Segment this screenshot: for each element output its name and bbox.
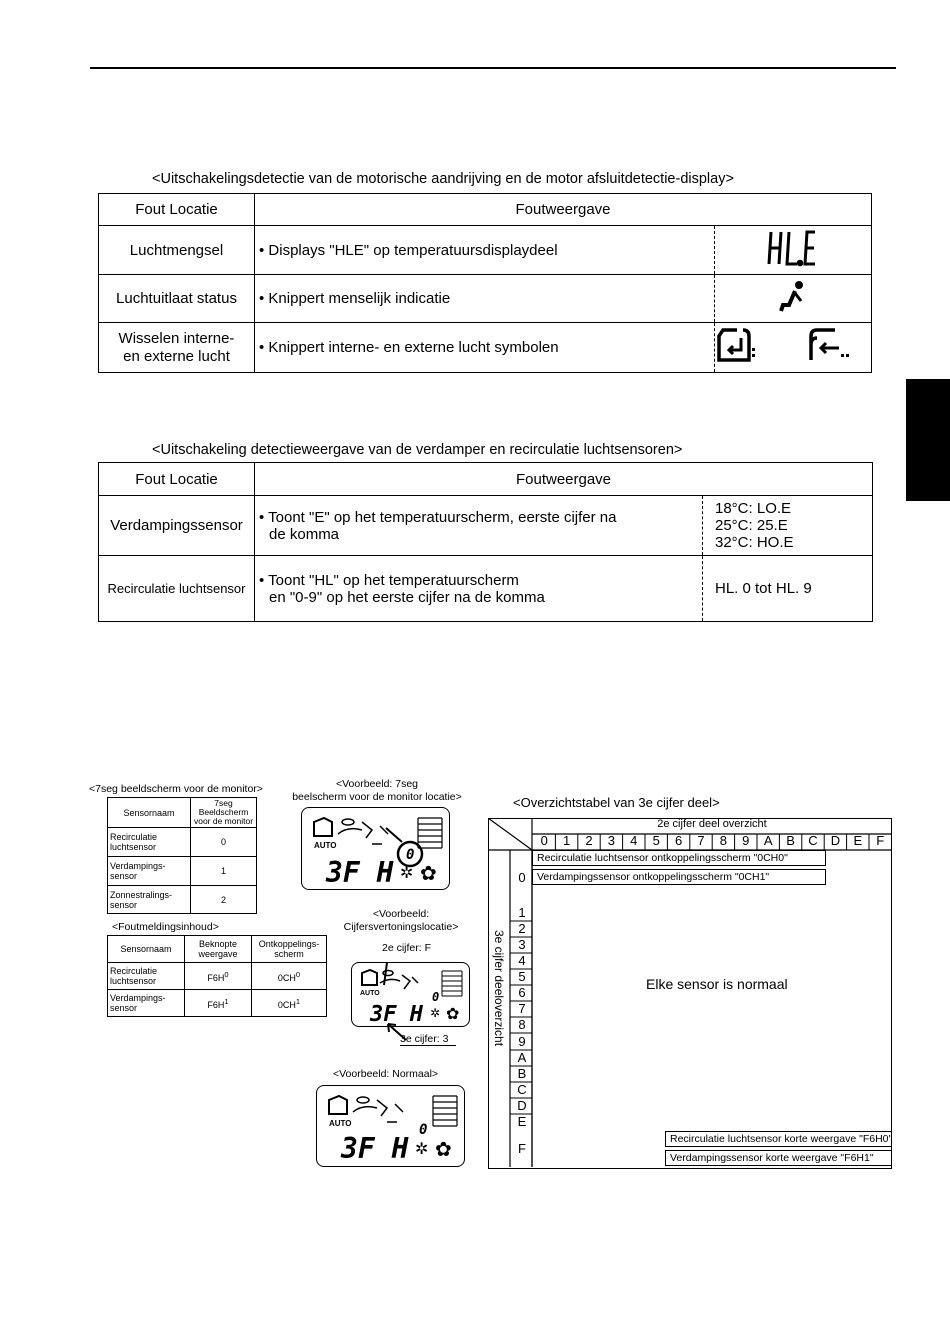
recirc-symbol-cell	[715, 323, 872, 373]
value-25: 25°C: 25.E	[715, 517, 788, 534]
lcd-svg	[317, 1086, 464, 1166]
table-row	[99, 275, 872, 323]
location-line2: en externe lucht	[123, 347, 230, 365]
snowflake-icon: ✲	[400, 863, 414, 882]
values-cell: HL. 0 tot HL. 9	[703, 556, 873, 622]
table-row	[99, 226, 872, 275]
header-fout-locatie: Fout Locatie	[99, 463, 255, 496]
row-label: 6	[518, 985, 526, 1000]
col-label: 4	[630, 833, 638, 848]
table-row	[108, 990, 327, 1017]
row-label: 1	[518, 905, 526, 920]
faults-caption: <Foutmeldingsinhoud>	[112, 921, 219, 933]
col-label: 5	[652, 833, 660, 848]
table-row	[108, 963, 327, 990]
row-label: 5	[518, 969, 526, 984]
value-ho: 32°C: HO.E	[715, 534, 794, 551]
col-label: C	[808, 833, 818, 848]
caption-line1: <Voorbeeld: 7seg	[335, 778, 419, 790]
row-label: 2	[518, 921, 526, 936]
display-text: Displays "HLE" op temperatuursdisplaydeel	[268, 241, 558, 259]
h-7seg: 7seg Beeldscherm voor de monitor	[191, 798, 257, 828]
seg-digits: 3F H	[341, 1132, 409, 1165]
table-row	[108, 886, 257, 914]
lcd-display-example2	[351, 962, 470, 1027]
display-line1: Toont "E" op het temperatuurscherm, eerste cijfer na	[268, 508, 617, 526]
row-label: 7	[518, 1001, 526, 1016]
label-3e-cijfer: 3e cijfer: 3	[400, 1033, 456, 1046]
table-row	[108, 857, 257, 886]
location-cell: Luchtuitlaat status	[99, 275, 255, 323]
disc-val: 0CH	[277, 999, 296, 1010]
faults-table	[107, 935, 327, 1017]
row-label: D	[517, 1098, 527, 1113]
caption-line1: <Voorbeeld:	[372, 908, 430, 920]
caption-line2: Cijfersvertoningslocatie>	[343, 921, 459, 933]
example1-caption	[288, 778, 466, 804]
col-label: F	[876, 833, 885, 848]
sensor-detection-table	[98, 462, 873, 622]
fan-icon: ✿	[420, 861, 437, 885]
col-label: D	[830, 833, 841, 848]
note-f6h0: Recirculatie luchtsensor korte weergave "F6H0"	[665, 1131, 892, 1147]
col-title: 2e cijfer deel overzicht	[657, 818, 767, 830]
h-ontkoppeling: Ontkoppelings-scherm	[252, 936, 327, 963]
section-tab-marker	[906, 379, 950, 501]
table-row	[99, 323, 872, 373]
location-line1: Wisselen interne-	[118, 329, 235, 347]
display-cell: • Knippert interne- en externe lucht symbolen	[255, 323, 715, 373]
lcd-svg	[302, 808, 449, 889]
sensor-name: Verdampings-sensor	[108, 990, 185, 1017]
col-label: 2	[585, 833, 593, 848]
monitor-caption: <7seg beeldscherm voor de monitor>	[89, 783, 263, 795]
col-label: E	[853, 833, 863, 848]
location-cell: Recirculatie luchtsensor	[99, 556, 255, 622]
header-foutweergave: Foutweergave	[255, 463, 873, 496]
location-cell	[99, 323, 255, 373]
row-label: B	[517, 1066, 527, 1081]
short-sup: 0	[224, 969, 229, 979]
display-text: Knippert interne- en externe lucht symbolen	[268, 339, 559, 356]
short-cell	[185, 990, 252, 1017]
note-0ch1: Verdampingssensor ontkoppelingsscherm "0CH1"	[532, 869, 826, 885]
person-seat-icon	[773, 279, 813, 315]
disc-cell	[252, 990, 327, 1017]
location-cell: Verdampingssensor	[99, 496, 255, 556]
small-digit: 0	[419, 1122, 428, 1138]
hle-symbol	[715, 226, 872, 275]
display-cell: • Knippert menselijk indicatie	[255, 275, 715, 323]
row-label: E	[517, 1114, 527, 1129]
display-line1: Toont "HL" op het temperatuurscherm	[268, 571, 519, 589]
internal-air-icon	[719, 330, 755, 360]
disc-sup: 0	[295, 969, 301, 979]
snowflake-icon: ✲	[430, 1006, 441, 1020]
col-label: 7	[697, 833, 705, 848]
row-label: A	[517, 1050, 527, 1065]
lcd-display-example3	[316, 1085, 465, 1167]
disc-val: 0CH	[277, 972, 296, 983]
row-label: 9	[518, 1034, 526, 1049]
snowflake-icon: ✲	[415, 1139, 429, 1158]
row-label: 0	[518, 870, 526, 885]
col-label: 9	[742, 833, 750, 848]
row-label: 3	[518, 937, 526, 952]
header-rule	[90, 67, 896, 69]
col-label: A	[763, 833, 773, 848]
auto-label: AUTO	[360, 990, 380, 997]
fan-icon: ✿	[446, 1004, 460, 1023]
value-lo: 18°C: LO.E	[715, 500, 792, 517]
col-label: 8	[719, 833, 727, 848]
caption-line2: beelscherm voor de monitor locatie>	[292, 791, 462, 803]
seg-digits: 3F H	[370, 1002, 423, 1026]
location-cell: Luchtmengsel	[99, 226, 255, 275]
row-label: C	[517, 1082, 527, 1097]
col-label: B	[786, 833, 795, 848]
label-2e-cijfer: 2e cijfer: F	[382, 942, 432, 954]
normal-text: Elke sensor is normaal	[646, 976, 788, 992]
col-label: 0	[540, 833, 548, 848]
values-cell	[703, 496, 873, 556]
short-val: F6H	[207, 972, 225, 983]
auto-label: AUTO	[329, 1119, 352, 1128]
sensor-val: 2	[191, 886, 257, 914]
table-row	[99, 556, 873, 622]
sensor-val: 1	[191, 857, 257, 886]
lcd-svg	[352, 963, 469, 1026]
small-digit: 0	[406, 847, 415, 863]
external-air-icon	[811, 330, 849, 360]
display-cell: • Displays "HLE" op temperatuursdisplaydeel	[255, 226, 715, 275]
disc-sup: 1	[295, 996, 301, 1006]
row-label: F	[518, 1141, 526, 1156]
person-symbol-cell	[715, 275, 872, 323]
row-label: 8	[518, 1017, 526, 1032]
recirc-icons	[715, 326, 865, 366]
row-title: 3e cijfer deeloverzicht	[492, 930, 506, 1047]
col-label: 3	[607, 833, 615, 848]
auto-label: AUTO	[314, 841, 337, 850]
fan-icon: ✿	[435, 1137, 452, 1161]
table-row	[108, 828, 257, 857]
motor-detection-table	[98, 193, 872, 373]
sensor-name: Verdampings-sensor	[108, 857, 191, 886]
col-label: 6	[674, 833, 683, 848]
disc-cell	[252, 963, 327, 990]
seg-digits: 3F H	[326, 856, 394, 889]
display-text: Knippert menselijk indicatie	[268, 290, 451, 307]
sensor-name: Recirculatie luchtsensor	[108, 963, 185, 990]
header-foutweergave: Foutweergave	[255, 194, 872, 226]
display-cell: • Toont "HL" op het temperatuurscherm en "0-9" op het eerste cijfer na de komma	[255, 556, 703, 622]
h-sensornaam: Sensornaam	[108, 936, 185, 963]
example3-caption: <Voorbeeld: Normaal>	[333, 1068, 439, 1080]
hle-7seg-icon	[763, 228, 823, 268]
note-0ch0: Recirculatie luchtsensor ontkoppelingsscherm "0CH0"	[532, 850, 826, 866]
display-line2: en "0-9" op het eerste cijfer na de komma	[269, 588, 545, 606]
small-digit: 0	[432, 990, 440, 1004]
h-sensornaam: Sensornaam	[108, 798, 191, 828]
sensor-name: Zonnestralings-sensor	[108, 886, 191, 914]
section1-caption: <Uitschakelingsdetectie van de motorische aandrijving en de motor afsluitdetectie-display>	[152, 171, 734, 187]
table-row	[99, 496, 873, 556]
section2-caption: <Uitschakeling detectieweergave van de verdamper en recirculatie luchtsensoren>	[152, 442, 683, 458]
overview-caption: <Overzichtstabel van 3e cijfer deel>	[513, 795, 720, 810]
short-cell	[185, 963, 252, 990]
monitor-table	[107, 797, 257, 914]
short-sup: 1	[224, 996, 229, 1006]
note-f6h1: Verdampingssensor korte weergave "F6H1"	[665, 1150, 892, 1166]
short-val: F6H	[207, 999, 225, 1010]
display-cell: • Toont "E" op het temperatuurscherm, eerste cijfer na de komma	[255, 496, 703, 556]
sensor-val: 0	[191, 828, 257, 857]
row-label: 4	[518, 953, 526, 968]
sensor-name: Recirculatie luchtsensor	[108, 828, 191, 857]
display-line2: de komma	[269, 525, 340, 543]
col-label: 1	[562, 833, 571, 848]
lcd-display-example1	[301, 807, 450, 890]
example2-caption	[342, 908, 460, 934]
header-fout-locatie: Fout Locatie	[99, 194, 255, 226]
h-beknopte: Beknopte weergave	[185, 936, 252, 963]
